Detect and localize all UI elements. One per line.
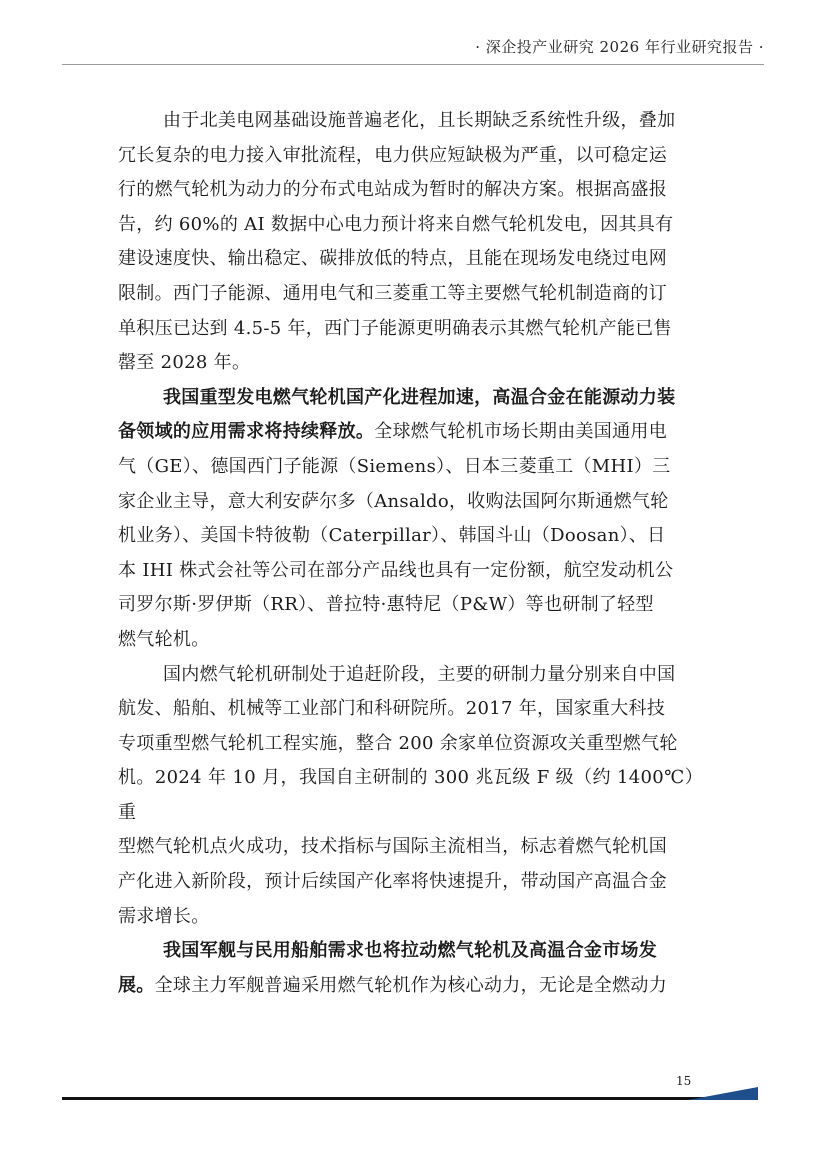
paragraph-3 <box>118 658 703 935</box>
text-line: 国内燃气轮机研制处于追赶阶段，主要的研制力量分别来自中国 <box>163 663 676 685</box>
text-line: 家企业主导，意大利安萨尔多（Ansaldo，收购法国阿尔斯通燃气轮 <box>118 490 669 512</box>
text-line <box>118 381 703 416</box>
text-line: 机。2024 年 10 月，我国自主研制的 300 兆瓦级 F 级（约 1400℃）重 <box>118 767 703 823</box>
text-line: 展。全球主力军舰普遍采用燃气轮机作为核心动力，无论是全燃动力 <box>118 974 668 996</box>
text-line: 限制。西门子能源、通用电气和三菱重工等主要燃气轮机制造商的订 <box>118 282 667 304</box>
text-line: 需求增长。 <box>118 905 210 927</box>
text-line: 专项重型燃气轮机工程实施，整合 200 余家单位资源攻关重型燃气轮 <box>118 732 678 754</box>
text-line: 航发、船舶、机械等工业部门和科研院所。2017 年，国家重大科技 <box>118 698 666 720</box>
text-line: 告，约 60%的 AI 数据中心电力预计将来自燃气轮机发电，因其具有 <box>118 213 674 235</box>
footer-accent <box>688 1087 758 1100</box>
paragraph-1 <box>118 104 703 381</box>
text-line: 燃气轮机。 <box>118 628 210 650</box>
text-line: 建设速度快、输出稳定、碳排放低的特点，且能在现场发电绕过电网 <box>118 248 667 270</box>
footer-line <box>62 1097 758 1100</box>
header-divider <box>62 64 764 65</box>
bold-lead: 我国重型发电燃气轮机国产化进程加速，高温合金在能源动力装 <box>163 386 676 408</box>
page-number: 15 <box>676 1074 692 1088</box>
text-line: 气（GE）、德国西门子能源（Siemens）、日本三菱重工（MHI）三 <box>118 455 671 477</box>
text-line <box>118 934 703 969</box>
bold-lead: 展。 <box>118 974 155 996</box>
text-line: 单积压已达到 4.5-5 年，西门子能源更明确表示其燃气轮机产能已售 <box>118 317 672 339</box>
text-line: 罄至 2028 年。 <box>118 352 251 374</box>
header-title: · 深企投产业研究 2026 年行业研究报告 · <box>475 38 764 56</box>
footer-rule <box>62 1087 758 1103</box>
bold-lead: 我国军舰与民用船舶需求也将拉动燃气轮机及高温合金市场发 <box>163 940 658 962</box>
paragraph-2 <box>118 381 703 658</box>
text-line: 司罗尔斯·罗伊斯（RR）、普拉特·惠特尼（P&W）等也研制了轻型 <box>118 594 654 616</box>
text-line: 行的燃气轮机为动力的分布式电站成为暂时的解决方案。根据高盛报 <box>118 179 667 201</box>
text-line: 冗长复杂的电力接入审批流程，电力供应短缺极为严重，以可稳定运 <box>118 144 667 166</box>
paragraph-4 <box>118 934 703 1003</box>
bold-lead: 备领域的应用需求将持续释放。 <box>118 421 375 443</box>
text-line: 备领域的应用需求将持续释放。全球燃气轮机市场长期由美国通用电 <box>118 421 668 443</box>
text-line: 机业务）、美国卡特彼勒（Caterpillar）、韩国斗山（Doosan）、日 <box>118 525 666 547</box>
report-body <box>118 104 703 1003</box>
text-line: 型燃气轮机点火成功，技术指标与国际主流相当，标志着燃气轮机国 <box>118 836 667 858</box>
text-line: 本 IHI 株式会社等公司在部分产品线也具有一定份额，航空发动机公 <box>118 559 674 581</box>
text-line: 由于北美电网基础设施普遍老化，且长期缺乏系统性升级，叠加 <box>163 110 676 131</box>
text-line: 产化进入新阶段，预计后续国产化率将快速提升，带动国产高温合金 <box>118 871 667 893</box>
